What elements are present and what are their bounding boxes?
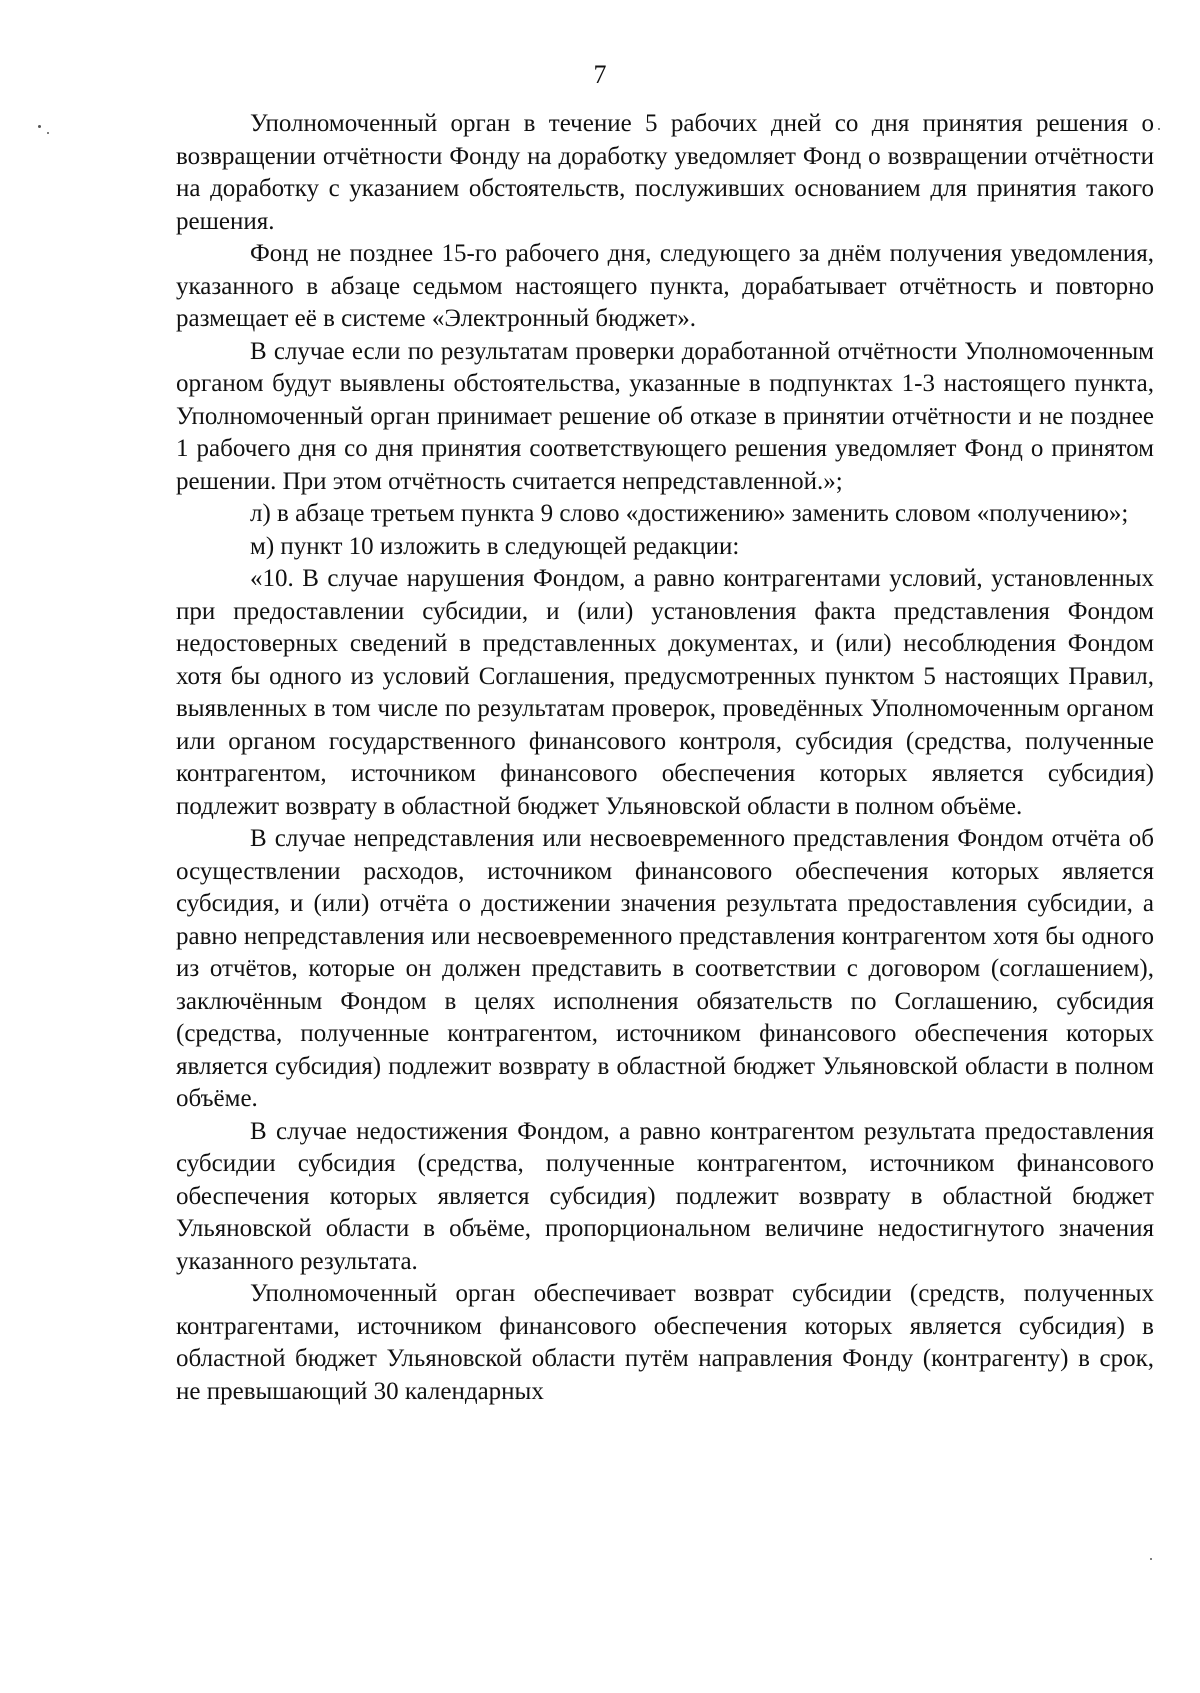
paragraph-refund-procedure: Уполномоченный орган обеспечивает возврат субсидии (средств, полученных контрагентами, источником финансового обеспечения которых является субсидия) в областной бюджет Ульяновской области путём направления Фонду (контрагенту) в срок, не превышающий 30 календарных [176,1280,1154,1405]
document-body [176,108,1154,1408]
page-number: 7 [593,60,607,89]
scan-speck [1150,1558,1152,1560]
paragraph-fund-revision: Фонд не позднее 15-го рабочего дня, следующего за днём получения уведомления, указанного в абзаце седьмом настоящего пункта, дорабатывает отчётность и повторно размещает её в системе «Электронный бюджет». [176,240,1154,332]
paragraph-amendment-m: м) пункт 10 изложить в следующей редакции: [250,532,740,560]
paragraph-rejection: В случае если по результатам проверки доработанной отчётности Уполномоченным органом будут выявлены обстоятельства, указанные в подпунктах 1-3 настоящего пункта, Уполномоченный орган принимает решение об отказе в принятии отчётности и не позднее 1 рабочего дня со дня принятия соответствующего решения уведомляет Фонд о принятом решении. При этом отчётность считается непредставленной.»; [176,337,1154,495]
scan-speck [47,132,49,134]
scan-speck [1158,128,1160,130]
paragraph-return-notice: Уполномоченный орган в течение 5 рабочих дней со дня принятия решения о возвращении отчётности Фонду на доработку уведомляет Фонд о возвращении отчётности на доработку с указанием обстоятельств, послуживших основанием для принятия такого решения. [176,110,1154,235]
scan-speck [38,125,41,128]
paragraph-non-achievement: В случае недостижения Фондом, а равно контрагентом результата предоставления субсидии субсидия (средства, полученные контрагентом, источником финансового обеспечения которых является субсидия) подлежит возврату в областной бюджет Ульяновской области в объёме, пропорциональном величине недостигнутого значения указанного результата. [176,1117,1154,1275]
paragraph-item-10: «10. В случае нарушения Фондом, а равно контрагентами условий, установленных при предоставлении субсидии, и (или) установления факта представления Фондом недостоверных сведений в представленных документах, и (или) несоблюдения Фондом хотя бы одного из условий Соглашения, предусмотренных пунктом 5 настоящих Правил, выявленных в том числе по результатам проверок, проведённых Уполномоченным органом или органом государственного финансового контроля, субсидия (средства, полученные контрагентом, источником финансового обеспечения которых является субсидия) подлежит возврату в областной бюджет Ульяновской области в полном объёме. [176,565,1154,820]
paragraph-amendment-l: л) в абзаце третьем пункта 9 слово «достижению» заменить словом «получению»; [250,500,1129,527]
paragraph-non-submission: В случае непредставления или несвоевременного представления Фондом отчёта об осуществлении расходов, источником финансового обеспечения которых является субсидия, и (или) отчёта о достижении значения результата предоставления субсидии, а равно непредставления или несвоевременного представления контрагентом хотя бы одного из отчётов, которые он должен представить в соответствии с договором (соглашением), заключённым Фондом в целях исполнения обязательств по Соглашению, субсидия (средства, полученные контрагентом, источником финансового обеспечения которых является субсидия) подлежит возврату в областной бюджет Ульяновской области в полном объёме. [176,825,1154,1112]
